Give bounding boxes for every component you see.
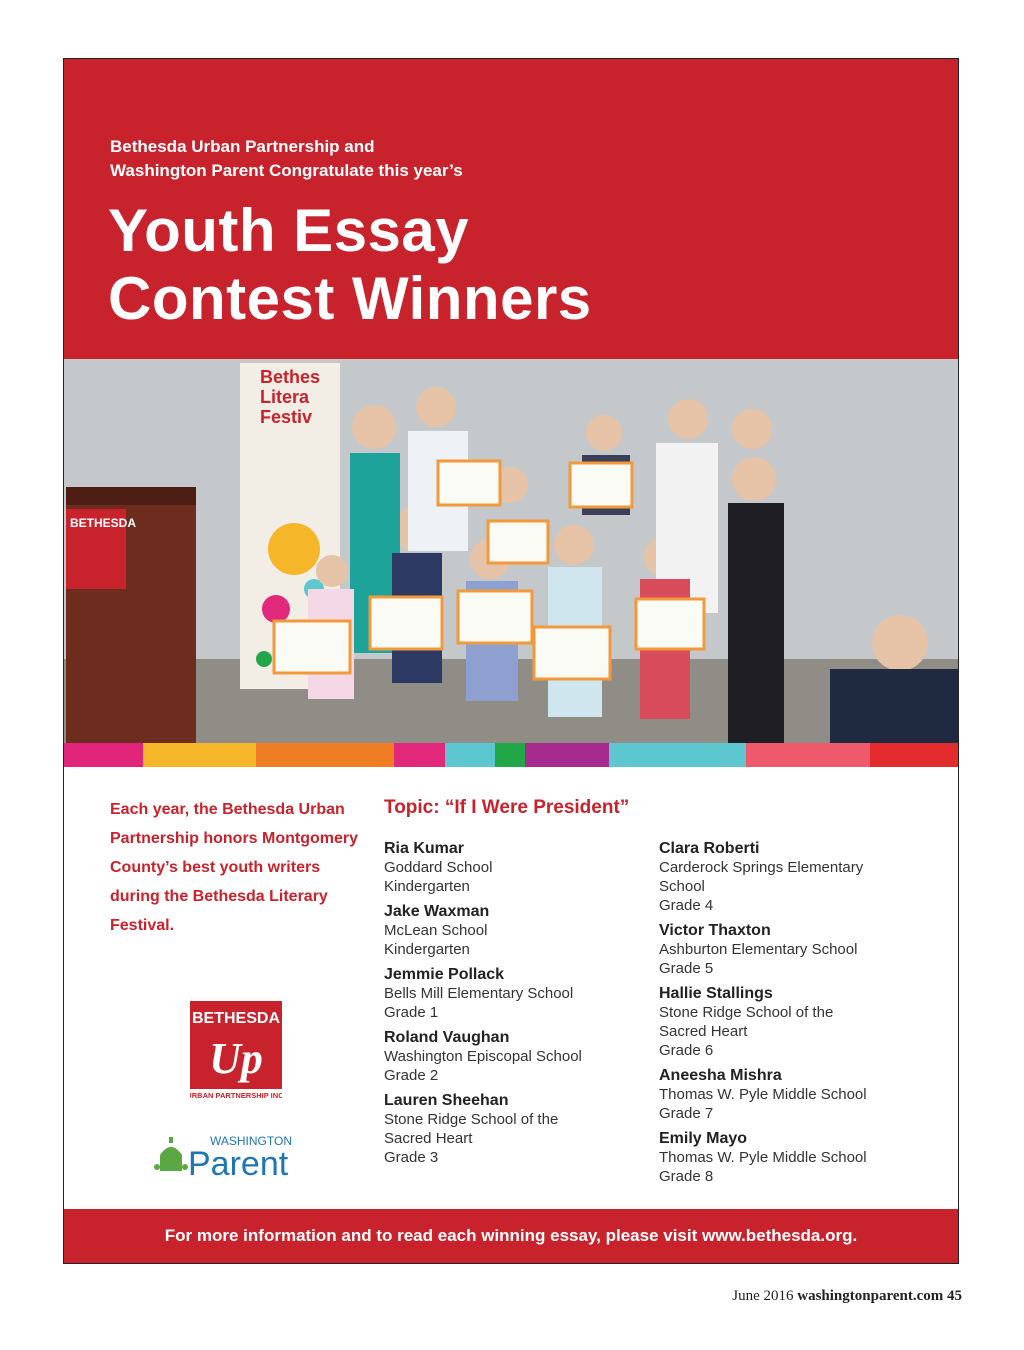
logo-subtext: URBAN PARTNERSHIP INC. xyxy=(190,1091,282,1100)
winner-grade: Kindergarten xyxy=(384,878,470,895)
winner-school: Washington Episcopal School xyxy=(384,1048,582,1065)
winner-name: Jake Waxman xyxy=(384,903,490,920)
podium-logo-text: BETHESDA xyxy=(70,516,137,530)
folio-page-number: 45 xyxy=(947,1288,962,1304)
winners-column-right xyxy=(659,839,939,1192)
winner-school: Bells Mill Elementary School xyxy=(384,985,574,1002)
winner-school: Carderock Springs Elementary School xyxy=(659,859,864,895)
winner-school: Stone Ridge School of the Sacred Heart xyxy=(659,1004,834,1040)
stripe-segment xyxy=(746,743,870,767)
intro-text: Bethesda Urban Partnership and Washington Parent Congratulate this year’s xyxy=(110,137,463,180)
stripe-segment xyxy=(445,743,495,767)
winner-grade: Grade 4 xyxy=(659,897,714,914)
winner-name: Clara Roberti xyxy=(659,840,760,857)
winner-grade: Grade 8 xyxy=(659,1168,714,1185)
folio-date: June 2016 xyxy=(732,1288,794,1304)
stripe-segment xyxy=(394,743,445,767)
winner-name: Lauren Sheehan xyxy=(384,1092,509,1109)
color-stripe xyxy=(64,743,958,767)
winner-name: Hallie Stallings xyxy=(659,985,773,1002)
stripe-segment xyxy=(525,743,609,767)
winners-column-left xyxy=(384,839,664,1173)
logo-text: WASHINGTON xyxy=(210,1134,293,1148)
logo-text: BETHESDA xyxy=(191,1010,281,1027)
headline: Youth Essay Contest Winners xyxy=(108,197,592,332)
winner-school: McLean School xyxy=(384,922,488,939)
header-panel xyxy=(64,59,958,359)
winner-entry xyxy=(659,984,939,1060)
page-folio xyxy=(732,1288,962,1305)
winner-grade: Kindergarten xyxy=(384,941,470,958)
stripe-segment xyxy=(609,743,747,767)
stripe-segment xyxy=(495,743,525,767)
winner-name: Aneesha Mishra xyxy=(659,1067,782,1084)
winner-entry xyxy=(384,965,664,1022)
winner-entry xyxy=(659,839,939,915)
logo-wordmark: Parent xyxy=(188,1145,289,1179)
lead-paragraph: Each year, the Bethesda Urban Partnership honors Montgomery County’s best youth writers during the Bethesda Literary Festival. xyxy=(110,801,359,934)
stripe-segment xyxy=(256,743,395,767)
winner-entry xyxy=(384,839,664,896)
stripe-segment xyxy=(64,743,143,767)
winner-grade: Grade 1 xyxy=(384,1004,439,1021)
winner-grade: Grade 6 xyxy=(659,1042,714,1059)
winner-school: Stone Ridge School of the Sacred Heart xyxy=(384,1111,559,1147)
logo-mark: Up xyxy=(209,1034,263,1083)
folio-site: washingtonparent.com xyxy=(797,1288,944,1304)
bethesda-urban-partnership-logo xyxy=(190,1001,282,1101)
winner-school: Thomas W. Pyle Middle School xyxy=(659,1149,867,1166)
winner-entry xyxy=(384,1091,664,1167)
footer-text: For more information and to read each winning essay, please visit www.bethesda.org. xyxy=(164,1226,858,1245)
winner-grade: Grade 3 xyxy=(384,1149,439,1166)
winner-name: Emily Mayo xyxy=(659,1130,748,1147)
footer-banner xyxy=(64,1209,958,1263)
winner-grade: Grade 5 xyxy=(659,960,714,977)
washington-parent-logo xyxy=(154,1131,318,1179)
svg-text:Festiv: Festiv xyxy=(260,407,313,427)
winner-entry xyxy=(384,1028,664,1085)
winner-name: Ria Kumar xyxy=(384,840,465,857)
winner-school: Ashburton Elementary School xyxy=(659,941,858,958)
topic-heading: Topic: “If I Were President” xyxy=(384,797,630,818)
winner-name: Jemmie Pollack xyxy=(384,966,505,983)
stripe-segment xyxy=(870,743,958,767)
winner-entry xyxy=(659,1129,939,1186)
winner-entry xyxy=(659,921,939,978)
winner-school: Thomas W. Pyle Middle School xyxy=(659,1086,867,1103)
winner-entry xyxy=(659,1066,939,1123)
stripe-segment xyxy=(143,743,256,767)
winner-grade: Grade 2 xyxy=(384,1067,439,1084)
winners-photo xyxy=(64,359,958,743)
winner-name: Victor Thaxton xyxy=(659,922,771,939)
winner-entry xyxy=(384,902,664,959)
winner-name: Roland Vaughan xyxy=(384,1029,510,1046)
winner-grade: Grade 7 xyxy=(659,1105,714,1122)
svg-text:Litera: Litera xyxy=(260,387,310,407)
advertisement-frame xyxy=(63,58,959,1264)
winner-school: Goddard School xyxy=(384,859,493,876)
svg-text:Bethes: Bethes xyxy=(260,367,321,387)
